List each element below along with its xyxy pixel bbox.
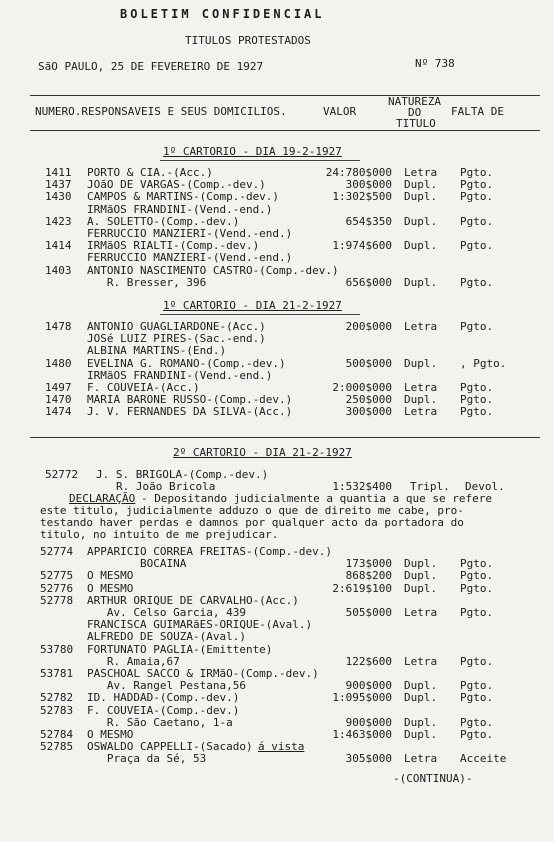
entry-value: 1:532$400	[332, 480, 392, 493]
entry-falta: , Pgto.	[460, 356, 507, 370]
entry-name: IRMãOS FRANDINI-(Vend.-end.)	[87, 202, 273, 216]
entry-falta: Pgto.	[460, 691, 494, 705]
entry-falta: Pgto.	[460, 381, 494, 394]
entry-name: R. Amaia,67	[87, 654, 180, 668]
entry-name: PASCHOAL SACCO & IRMãO-(Comp.-dev.)	[87, 667, 319, 680]
header-rule-bottom	[30, 130, 540, 131]
entry-nature: Letra	[404, 654, 438, 668]
entry-name: O MESMO	[87, 581, 134, 595]
entry-value: 505$000	[345, 606, 392, 619]
entry-name: Av. Celso Garcia, 439	[87, 606, 246, 619]
entry-nature: Tripl.	[410, 480, 450, 493]
entry-value: 305$000	[345, 752, 392, 766]
entry-name: F. COUVEIA-(Comp.-dev.)	[87, 703, 240, 717]
entry-falta: Devol.	[465, 480, 505, 493]
entry-value: 122$600	[345, 654, 392, 668]
entry-nature: Letra	[404, 166, 438, 179]
section-heading-underline	[160, 314, 360, 315]
entry-nature: Dupl.	[404, 275, 438, 289]
entry-name: BOCAINA	[87, 557, 187, 571]
entry-nature: Dupl.	[404, 393, 438, 407]
entry-name: MARIA BARONE RUSSO-(Comp.-dev.)	[87, 393, 293, 407]
entry-nature: Dupl.	[404, 178, 438, 192]
entry-name: Av. Rangel Pestana,56	[87, 679, 246, 693]
entry-name: O MESMO	[87, 728, 134, 741]
entry-number: 52774	[40, 545, 74, 558]
entry-falta: Pgto.	[460, 166, 494, 179]
document-subtitle: TITULOS PROTESTADOS	[185, 34, 311, 47]
col-header-titulo: TITULO	[396, 117, 436, 130]
entry-name: FERRUCCIO MANZIERI-(Vend.-end.)	[87, 251, 293, 265]
entry-falta: Pgto.	[460, 581, 494, 595]
entry-value: 250$000	[345, 393, 392, 407]
entry-value: 2:619$100	[332, 581, 392, 595]
declaracao-text: - Depositando judicialmente a quantia a que se refere	[141, 492, 492, 505]
section-heading-underline	[160, 160, 360, 161]
entry-name: JOãO DE VARGAS-(Comp.-dev.)	[87, 178, 266, 192]
entry-nature: Letra	[404, 606, 438, 619]
entry-number: 52784	[40, 728, 74, 741]
declaracao-label: DECLARAÇÃO	[69, 492, 136, 505]
section-heading: 1º CARTORIO - DIA 19-2-1927	[163, 145, 342, 158]
declaracao-text: testando haver perdas e damnos por qualquer acto da portadora do	[40, 516, 464, 529]
entry-number: 1403	[45, 263, 72, 277]
entry-number: 52785	[40, 740, 74, 754]
place-date: SãO PAULO, 25 DE FEVEREIRO DE 1927	[38, 60, 264, 73]
bulletin-number: Nº 738	[415, 57, 455, 70]
entry-number: 53780	[40, 642, 74, 656]
entry-nature: Dupl.	[404, 239, 438, 253]
entry-name: CAMPOS & MARTINS-(Comp.-dev.)	[87, 190, 280, 204]
entry-falta: Pgto.	[460, 715, 494, 729]
entry-falta: Pgto.	[460, 275, 494, 289]
entry-name: PORTO & CIA.-(Acc.)	[87, 166, 213, 179]
entry-falta: Pgto.	[460, 569, 494, 583]
entry-name: F. COUVEIA-(Acc.)	[87, 381, 200, 394]
entry-falta: Pgto.	[460, 178, 494, 192]
entry-falta: Pgto.	[460, 654, 494, 668]
entry-nature: Letra	[404, 752, 438, 766]
declaracao-text: titulo, no intuito de me prejudicar.	[40, 528, 279, 541]
entry-name: A. SOLETTO-(Comp.-dev.)	[87, 214, 240, 228]
entry-value: 200$000	[345, 320, 392, 333]
a-vista-note: á vista	[258, 740, 305, 754]
entry-nature: Dupl.	[404, 356, 438, 370]
entry-value: 900$000	[345, 715, 392, 729]
entry-nature: Dupl.	[404, 715, 438, 729]
entry-name: ARTHUR ORIQUE DE CARVALHO-(Acc.)	[87, 593, 299, 607]
entry-value: 900$000	[345, 679, 392, 693]
entry-number: 1437	[45, 178, 72, 192]
entry-name: ALFREDO DE SOUZA-(Aval.)	[87, 630, 246, 644]
entry-falta: Pgto.	[460, 214, 494, 228]
entry-name: ANTONIO NASCIMENTO CASTRO-(Comp.-dev.)	[87, 263, 339, 277]
entry-value: 1:095$000	[332, 691, 392, 705]
entry-number: 1474	[45, 405, 72, 419]
entry-falta: Pgto.	[460, 728, 494, 741]
entry-name: FRANCISCA GUIMARãES-ORIQUE-(Aval.)	[87, 618, 313, 632]
entry-falta: Pgto.	[460, 190, 494, 204]
entry-value: 300$000	[345, 405, 392, 419]
entry-value: 1:302$500	[332, 190, 392, 204]
entry-falta: Pgto.	[460, 557, 494, 571]
entry-falta: Pgto.	[460, 320, 494, 333]
col-header-falta: FALTA DE	[451, 105, 504, 118]
entry-nature: Dupl.	[404, 569, 438, 583]
entry-name: R. Bresser, 396	[87, 275, 207, 289]
entry-name: J. V. FERNANDES DA SILVA-(Acc.)	[87, 405, 293, 419]
entry-number: 1411	[45, 166, 72, 179]
entry-name: JOSé LUIZ PIRES-(Sac.-end.)	[87, 332, 266, 346]
entry-nature: Dupl.	[404, 557, 438, 571]
entry-nature: Dupl.	[404, 214, 438, 228]
entry-name: FERRUCCIO MANZIERI-(Vend.-end.)	[87, 227, 293, 240]
entry-address: R. João Bricola	[116, 480, 216, 493]
entry-value: 868$200	[345, 569, 392, 583]
col-header-valor: VALOR	[323, 105, 357, 118]
entry-falta: Pgto.	[460, 405, 494, 419]
entry-value: 300$000	[345, 178, 392, 192]
section-divider	[30, 437, 540, 438]
col-header-responsaveis: NUMERO.RESPONSAVEIS E SEUS DOMICILIOS.	[35, 105, 287, 118]
entry-nature: Dupl.	[404, 691, 438, 705]
declaracao-text: este titulo, judicialmente adduzo o que de direito me cabe, pro-	[40, 504, 464, 517]
continua-note: -(CONTINUA)-	[393, 772, 473, 785]
entry-number: 52775	[40, 569, 74, 583]
entry-falta: Pgto.	[460, 606, 494, 619]
entry-number: 1423	[45, 214, 72, 228]
entry-nature: Letra	[404, 381, 438, 394]
entry-number: 52776	[40, 581, 74, 595]
entry-number: 1497	[45, 381, 72, 394]
section-heading: 1º CARTORIO - DIA 21-2-1927	[163, 299, 342, 312]
entry-name: R. São Caetano, 1-a	[87, 715, 233, 729]
entry-falta: Pgto.	[460, 679, 494, 693]
entry-value: 24:780$000	[325, 166, 392, 179]
entry-value: 2:000$000	[332, 381, 392, 394]
entry-name: ALBINA MARTINS-(End.)	[87, 344, 227, 358]
entry-number: 1430	[45, 190, 72, 204]
entry-falta: Acceite	[460, 752, 507, 766]
entry-name: EVELINA G. ROMANO-(Comp.-dev.)	[87, 356, 286, 370]
entry-number: 52772	[45, 468, 79, 481]
entry-name: IRMãOS FRANDINI-(Vend.-end.)	[87, 368, 273, 382]
entry-name: Praça da Sé, 53	[87, 752, 207, 766]
entry-nature: Dupl.	[404, 679, 438, 693]
entry-name: IRMãOS RIALTI-(Comp.-dev.)	[87, 239, 260, 253]
entry-nature: Dupl.	[404, 581, 438, 595]
entry-name: FORTUNATO PAGLIA-(Emittente)	[87, 642, 273, 656]
entry-name: O MESMO	[87, 569, 134, 583]
entry-value: 1:974$600	[332, 239, 392, 253]
entry-number: 1470	[45, 393, 72, 407]
entry-name: ANTONIO GUAGLIARDONE-(Acc.)	[87, 320, 266, 333]
entry-value: 1:463$000	[332, 728, 392, 741]
document-title: BOLETIM CONFIDENCIAL	[120, 7, 325, 21]
entry-number: 52782	[40, 691, 74, 705]
entry-value: 500$000	[345, 356, 392, 370]
header-rule-top	[30, 95, 540, 96]
entry-nature: Letra	[404, 320, 438, 333]
entry-number: 53781	[40, 667, 74, 680]
entry-value: 173$000	[345, 557, 392, 571]
entry-falta: Pgto.	[460, 239, 494, 253]
col-header-natureza: NATUREZA	[388, 95, 441, 108]
entry-nature: Dupl.	[404, 728, 438, 741]
entry-number: 52783	[40, 703, 74, 717]
entry-number: 1480	[45, 356, 72, 370]
entry-name: ID. HADDAD-(Comp.-dev.)	[87, 691, 240, 705]
entry-nature: Letra	[404, 405, 438, 419]
entry-falta: Pgto.	[460, 393, 494, 407]
entry-value: 656$000	[345, 275, 392, 289]
entry-name: J. S. BRIGOLA-(Comp.-dev.)	[96, 468, 269, 481]
section-heading: 2º CARTORIO - DIA 21-2-1927	[173, 446, 352, 459]
col-header-do: DO	[408, 106, 422, 119]
entry-name: APPARICIO CORREA FREITAS-(Comp.-dev.)	[87, 545, 333, 558]
entry-number: 1478	[45, 320, 72, 333]
entry-value: 654$350	[345, 214, 392, 228]
entry-nature: Dupl.	[404, 190, 438, 204]
entry-name: OSWALDO CAPPELLI-(Sacado)	[87, 740, 253, 754]
entry-number: 1414	[45, 239, 72, 253]
entry-number: 52778	[40, 593, 74, 607]
